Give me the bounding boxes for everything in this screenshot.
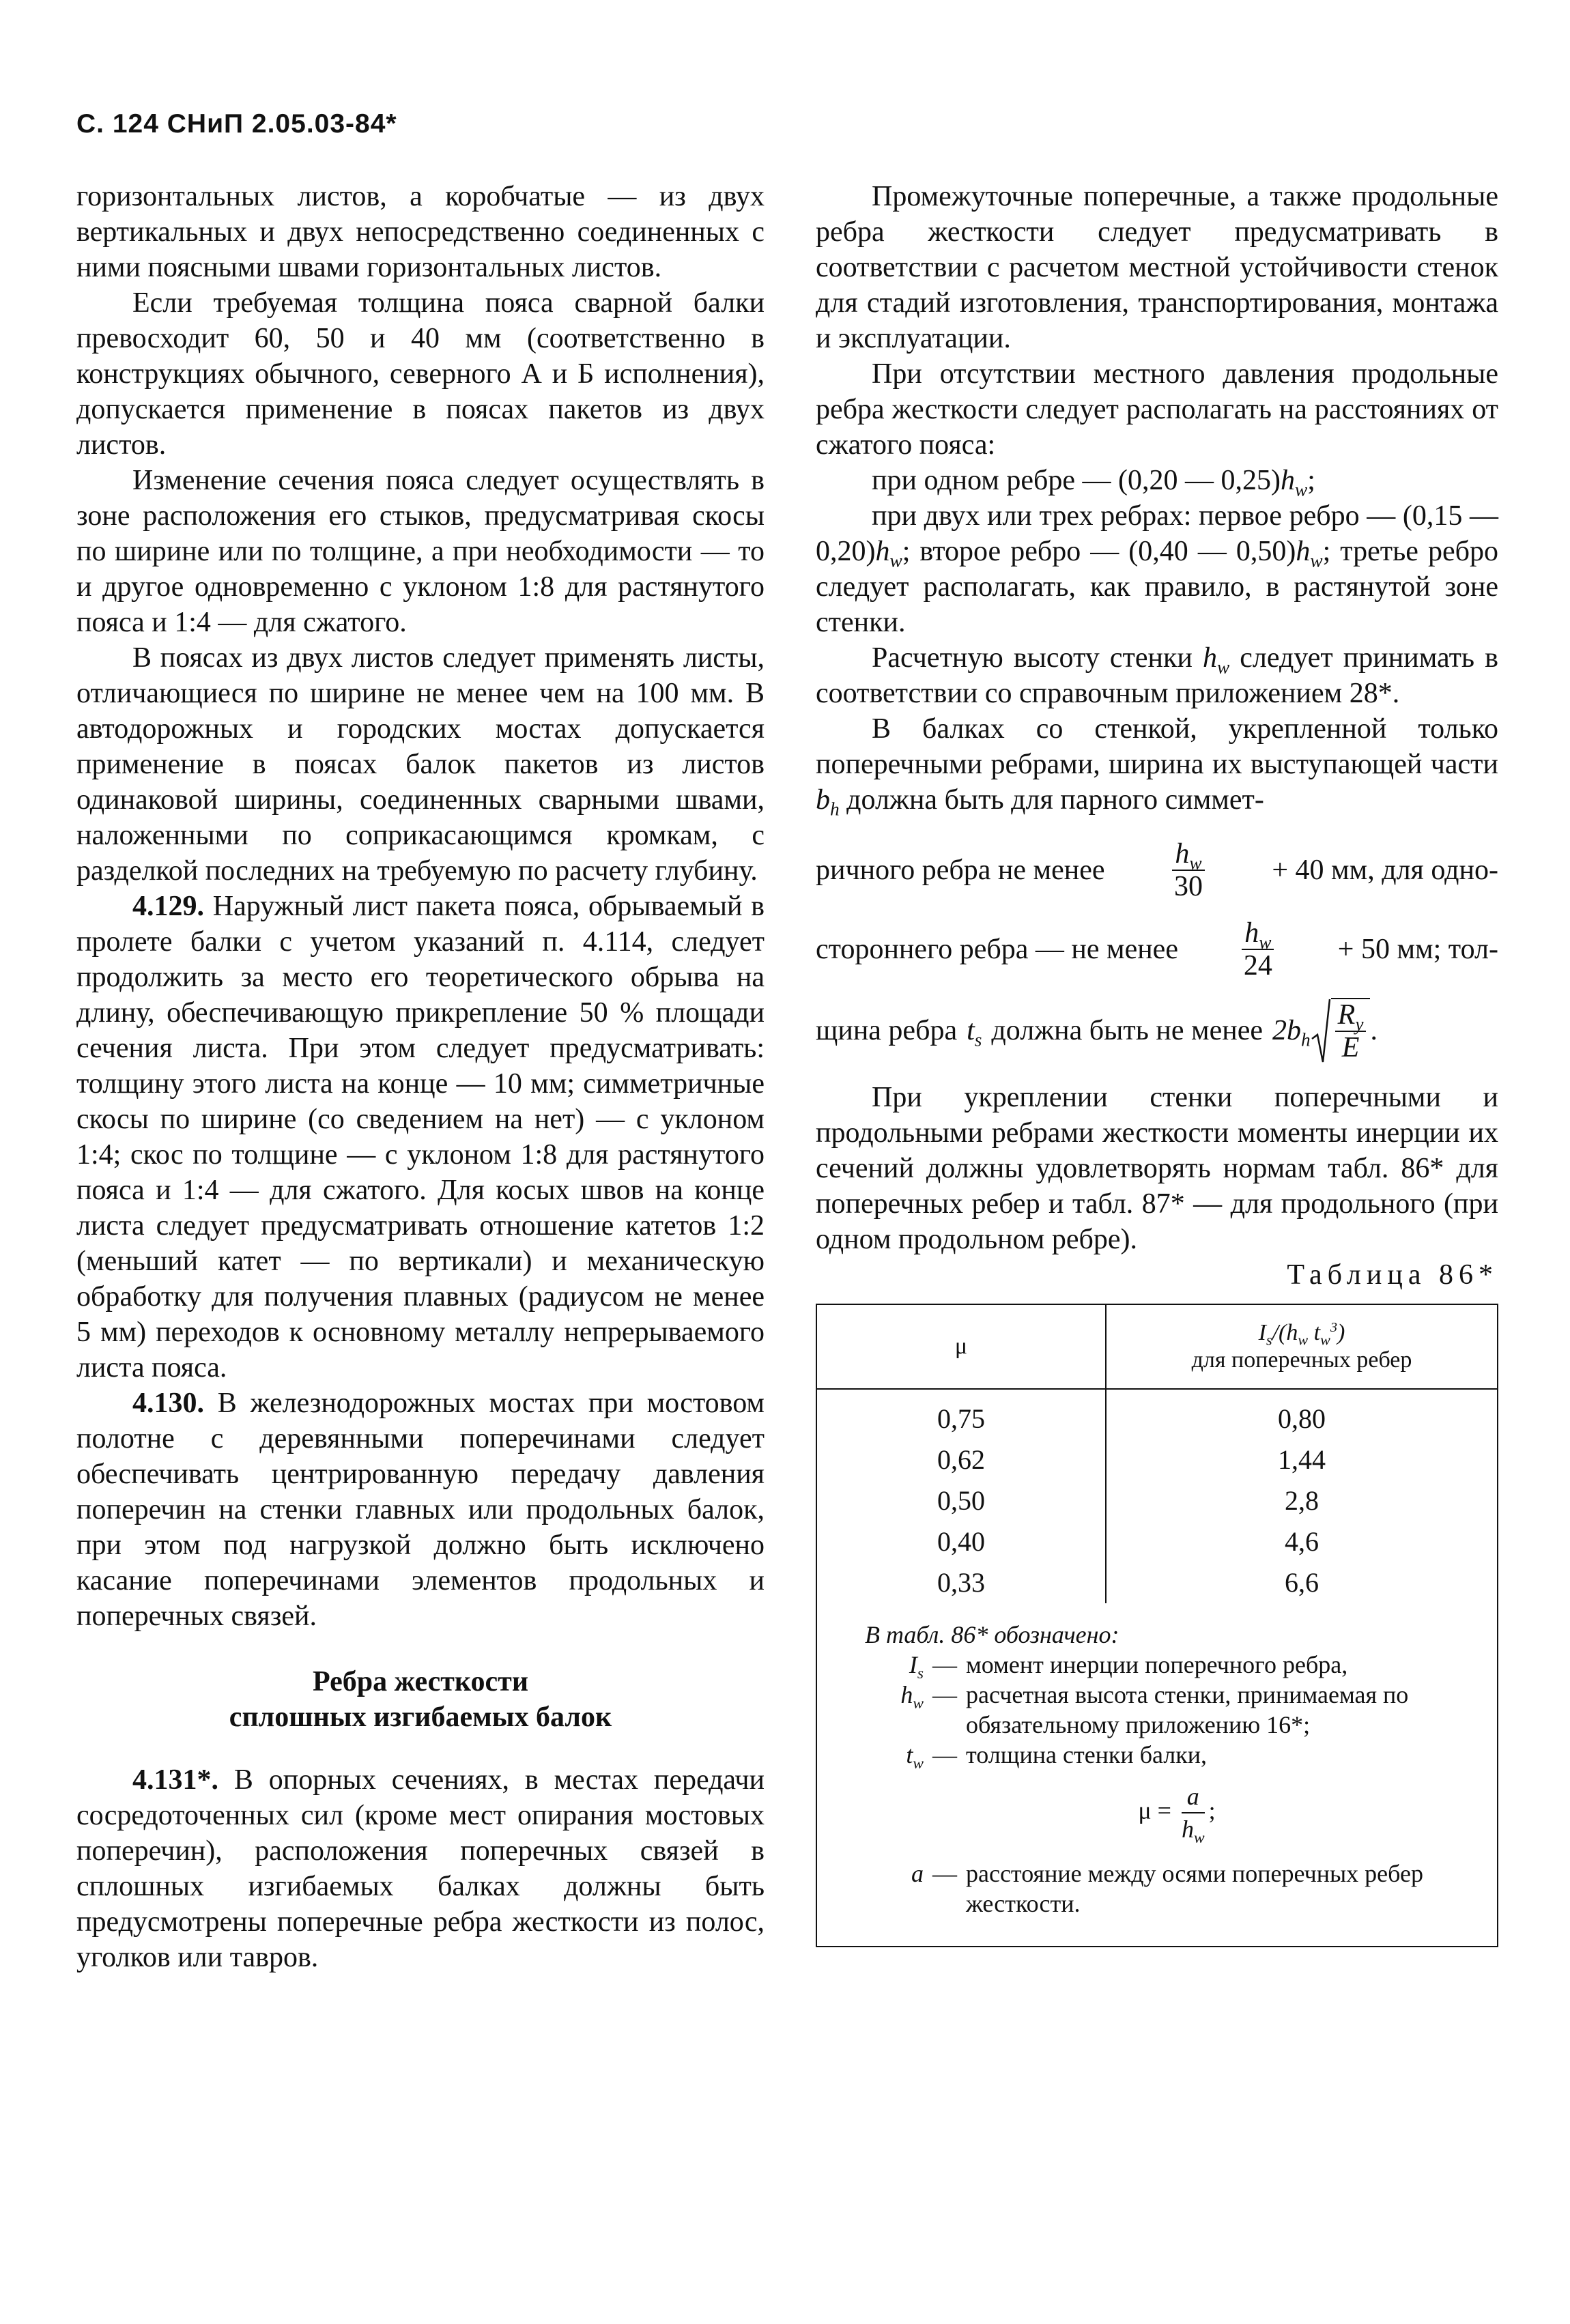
text: стороннего ребра — не менее (816, 934, 1178, 965)
cell-mu: 0,33 (816, 1562, 1106, 1603)
paragraph: При отсутствии местного давления продольные ребра жесткости следует располагать на расстояниях от сжатого пояса: (816, 358, 1498, 461)
cell-value: 4,6 (1106, 1521, 1498, 1562)
denominator: 30 (1173, 871, 1203, 902)
header-text: для поперечных ребер (1191, 1347, 1412, 1373)
text: должна быть для парного симмет- (846, 784, 1264, 816)
cell-value: 1,44 (1106, 1439, 1498, 1480)
paragraph: Изменение сечения пояса следует осуществлять в зоне расположения его стыков, предусматривая скосы по ширине или по толщине, а при необходимости — то и другое одновременно с уклоном 1:8 для растянутого пояса и 1:4 — для сжатого. (76, 465, 765, 638)
formula-rib-paired (816, 838, 1498, 902)
cell-value: 6,6 (1106, 1562, 1498, 1603)
note-item: $I_s$ — момент инерции поперечного ребра, (909, 1651, 1348, 1683)
formula-rib-single (816, 917, 1498, 981)
clause-text: Наружный лист пакета пояса, обрываемый в пролете балки с учетом указаний п. 4.114, следует продолжить за место его теоретического обрыва на длину, обеспечивающую прикрепление 50 % площади сечения листа. При этом следует предусматривать: толщину этого листа на конце — 10 мм; симметричные скосы по ширине (со сведением на нет) — с уклоном 1:4; скос по толщине — с уклоном 1:8 для растянутого пояса и 1:4 — для сжатого. Для косых швов на конце листа следует предусматривать отношение катетов 1:2 (меньший катет — по вертикали) и механическую обработку для получения плавных (радиусом не менее 5 мм) переходов к основному металлу непрерываемого листа пояса. (76, 891, 765, 1383)
table-row (816, 1439, 1498, 1480)
clause-number: 4.131*. (132, 1764, 218, 1796)
paragraph: В поясах из двух листов следует применять листы, отличающиеся по ширине не менее чем на 100 мм. В автодорожных и городских мостах допускается применение в поясах балок пакетов из листов одинаковой ширины, соединенных сварными швами, наложенными по соприкасающимся кромкам, с разделкой последних на требуемую по расчету глубину. (76, 642, 765, 887)
table-header-ratio: $I_s/(h_w$ $t_w^3$) для поперечных ребер (1106, 1304, 1498, 1389)
clause-text: В опорных сечениях, в местах передачи сосредоточенных сил (кроме мест опирания мостовых поперечин), расположения поперечных связей в сплошных изгибаемых балках должны быть предусмотрены поперечные ребра жесткости из полос, уголков или тавров. (76, 1764, 765, 1973)
paragraph: При укреплении стенки поперечными и продольными ребрами жесткости моменты инерции их сечений должны удовлетворять нормам табл. 86* для поперечных ребер и табл. 87* — для продольного (при одном продольном ребре). (816, 1082, 1498, 1255)
text: щина ребра (816, 1015, 958, 1046)
symbol-hw: $h_w$ (1296, 536, 1323, 571)
clause-4-129 (76, 889, 765, 1386)
formula-rib-thickness (816, 996, 1498, 1065)
fraction-hw-24: $\frac{h_w}{24}$ (1242, 917, 1274, 981)
denominator: E (1341, 1032, 1360, 1063)
table-86 (816, 1304, 1498, 1947)
list-item (816, 463, 1498, 498)
cell-mu: 0,50 (816, 1480, 1106, 1521)
list-text: при двух или трех ребрах: первое ребро — (0,15 — 0,20) (816, 500, 1498, 567)
note-item: $t_w$ — толщина стенки балки, (906, 1741, 1208, 1773)
clause-4-130 (76, 1386, 765, 1634)
table-row (816, 1562, 1498, 1603)
sqrt-sign-icon (1311, 996, 1331, 1065)
section-title-line-1: Ребра жесткости (312, 1666, 529, 1697)
notes-title: В табл. 86* обозначено: (865, 1621, 1119, 1648)
denominator: 24 (1243, 950, 1272, 981)
note-item: a — расстояние между осями поперечных ребер жесткости. (911, 1860, 1423, 1917)
symbol-ts: $t_s$ (967, 1015, 982, 1050)
list-text: при одном ребре — (0,20 — 0,25) (872, 465, 1281, 496)
mu-formula: μ = $\frac{a}{h_w}$ ; (865, 1781, 1489, 1845)
table-row (816, 1389, 1498, 1439)
paragraph: горизонтальных листов, а коробчатые — из двух вертикальных и двух непосредственно соединенных с ними поясными швами горизонтальных листов. (76, 181, 765, 283)
paragraph (816, 640, 1498, 711)
text: Расчетную высоту стенки (872, 642, 1193, 674)
right-column (816, 179, 1498, 1947)
symbol-hw: $h_w$ (1281, 465, 1308, 500)
text: В балках со стенкой, укрепленной только поперечными ребрами, ширина их выступающей части (816, 713, 1498, 780)
clause-number: 4.129. (132, 891, 204, 922)
table-row (816, 1521, 1498, 1562)
text: + 40 мм, для одно- (1272, 855, 1498, 886)
symbol-bh: $b_h$ (816, 784, 840, 820)
note-item: $h_w$ — расчетная высота стенки, принимаемая по обязательному приложению 16*; (900, 1681, 1409, 1738)
clause-4-131 (76, 1762, 765, 1975)
cell-mu: 0,75 (816, 1389, 1106, 1439)
clause-number: 4.130. (132, 1388, 204, 1419)
sqrt-expression: $2b_h$ $\frac{R_y}{E}$ . (1272, 996, 1378, 1065)
list-item (816, 498, 1498, 640)
section-title-line-2: сплошных изгибаемых балок (229, 1702, 612, 1733)
symbol-hw: $h_w$ (1202, 642, 1230, 678)
page-header: С. 124 СНиП 2.05.03-84* (76, 109, 397, 139)
list-text: ; второе ребро — (0,40 — 0,50) (902, 536, 1296, 567)
list-text: ; третье ребро следует располагать, как правило, в растянутой зоне стенки. (816, 536, 1498, 638)
text: следует принимать в соответствии со справочным приложением 28*. (816, 642, 1498, 709)
list-text: ; (1307, 465, 1315, 496)
fraction-hw-30: $\frac{h_w}{30}$ (1172, 838, 1204, 902)
table-notes (816, 1603, 1498, 1947)
table-caption: Таблица 86* (1287, 1259, 1498, 1291)
paragraph: Промежуточные поперечные, а также продольные ребра жесткости следует предусматривать в соответствии с расчетом местной устойчивости стенок для стадий изготовления, транспортирования, монтажа и эксплуатации. (816, 181, 1498, 354)
cell-mu: 0,62 (816, 1439, 1106, 1480)
cell-value: 2,8 (1106, 1480, 1498, 1521)
symbol-hw: $h_w$ (875, 536, 902, 571)
clause-text: В железнодорожных мостах при мостовом полотне с деревянными поперечинами следует обеспечивать центрированную передачу давления поперечин на стенки главных или продольных балок, при этом под нагрузкой должно быть исключено касание поперечинами элементов продольных и поперечных связей. (76, 1388, 765, 1632)
left-column (76, 179, 765, 1975)
section-title (76, 1664, 765, 1735)
table-row (816, 1480, 1498, 1521)
cell-mu: 0,40 (816, 1521, 1106, 1562)
cell-value: 0,80 (1106, 1389, 1498, 1439)
text: + 50 мм; тол- (1337, 934, 1498, 965)
table-header-mu: μ (816, 1304, 1106, 1389)
paragraph (816, 711, 1498, 818)
text: должна быть не менее (991, 1015, 1263, 1046)
paragraph: Если требуемая толщина пояса сварной балки превосходит 60, 50 и 40 мм (соответственно в конструкциях обычного, северного А и Б исполнения), допускается применение в поясах пакетов из двух листов. (76, 287, 765, 461)
text: ричного ребра не менее (816, 855, 1105, 886)
